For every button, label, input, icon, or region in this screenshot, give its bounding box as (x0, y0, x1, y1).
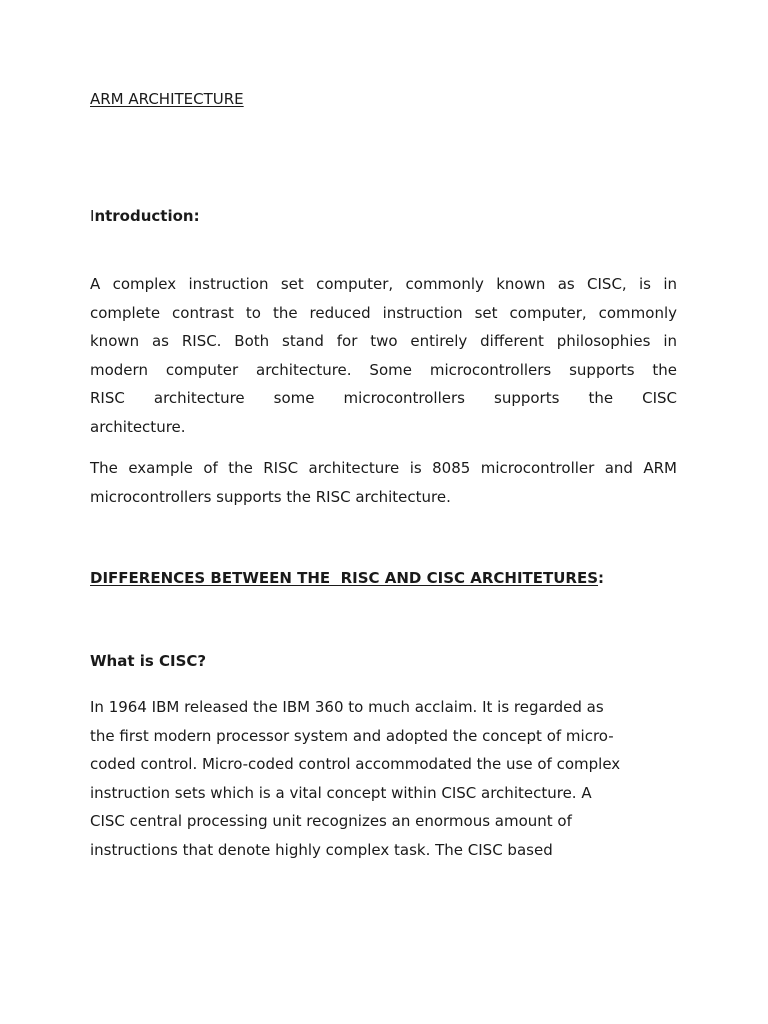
cisc-paragraph-line: CISC central processing unit recognizes an enormous amount of (90, 812, 572, 831)
introduction-heading (90, 202, 200, 231)
cisc-paragraph-line: the first modern processor system and adopted the concept of micro- (90, 726, 614, 745)
cisc-heading: What is CISC? (90, 652, 207, 670)
intro-paragraph-line: modern computer architecture. Some microcontrollers supports the (90, 360, 677, 379)
differences-heading-colon: : (598, 569, 605, 587)
intro-paragraph-line: known as RISC. Both stand for two entirely different philosophies in (90, 332, 677, 350)
cisc-paragraph-line: instruction sets which is a vital concept within CISC architecture. A (90, 783, 592, 802)
differences-heading-text: DIFFERENCES BETWEEN THE RISC AND CISC ARCHITETURES (90, 569, 599, 587)
example-paragraph-line: The example of the RISC architecture is 8085 microcontroller and ARM (90, 459, 677, 477)
introduction-heading-rest: ntroduction: (94, 207, 200, 225)
document-title: ARM ARCHITECTURE (90, 90, 244, 108)
cisc-paragraph-line: instructions that denote highly complex task. The CISC based (90, 840, 553, 859)
example-paragraph-line: microcontrollers supports the RISC architecture. (90, 487, 451, 506)
intro-paragraph (90, 270, 677, 441)
differences-heading (90, 564, 604, 593)
cisc-paragraph-line: coded control. Micro-coded control accommodated the use of complex (90, 755, 621, 774)
cisc-paragraph-line: In 1964 IBM released the IBM 360 to much acclaim. It is regarded as (90, 698, 604, 716)
intro-paragraph-line: complete contrast to the reduced instruction set computer, commonly (90, 303, 677, 322)
example-paragraph (90, 454, 677, 511)
introduction-heading-initial: I (90, 207, 95, 225)
cisc-paragraph (90, 693, 690, 865)
intro-paragraph-line: architecture. (90, 417, 186, 436)
intro-paragraph-line: A complex instruction set computer, commonly known as CISC, is in (90, 275, 677, 293)
intro-paragraph-line: RISC architecture some microcontrollers supports the CISC (90, 389, 677, 407)
